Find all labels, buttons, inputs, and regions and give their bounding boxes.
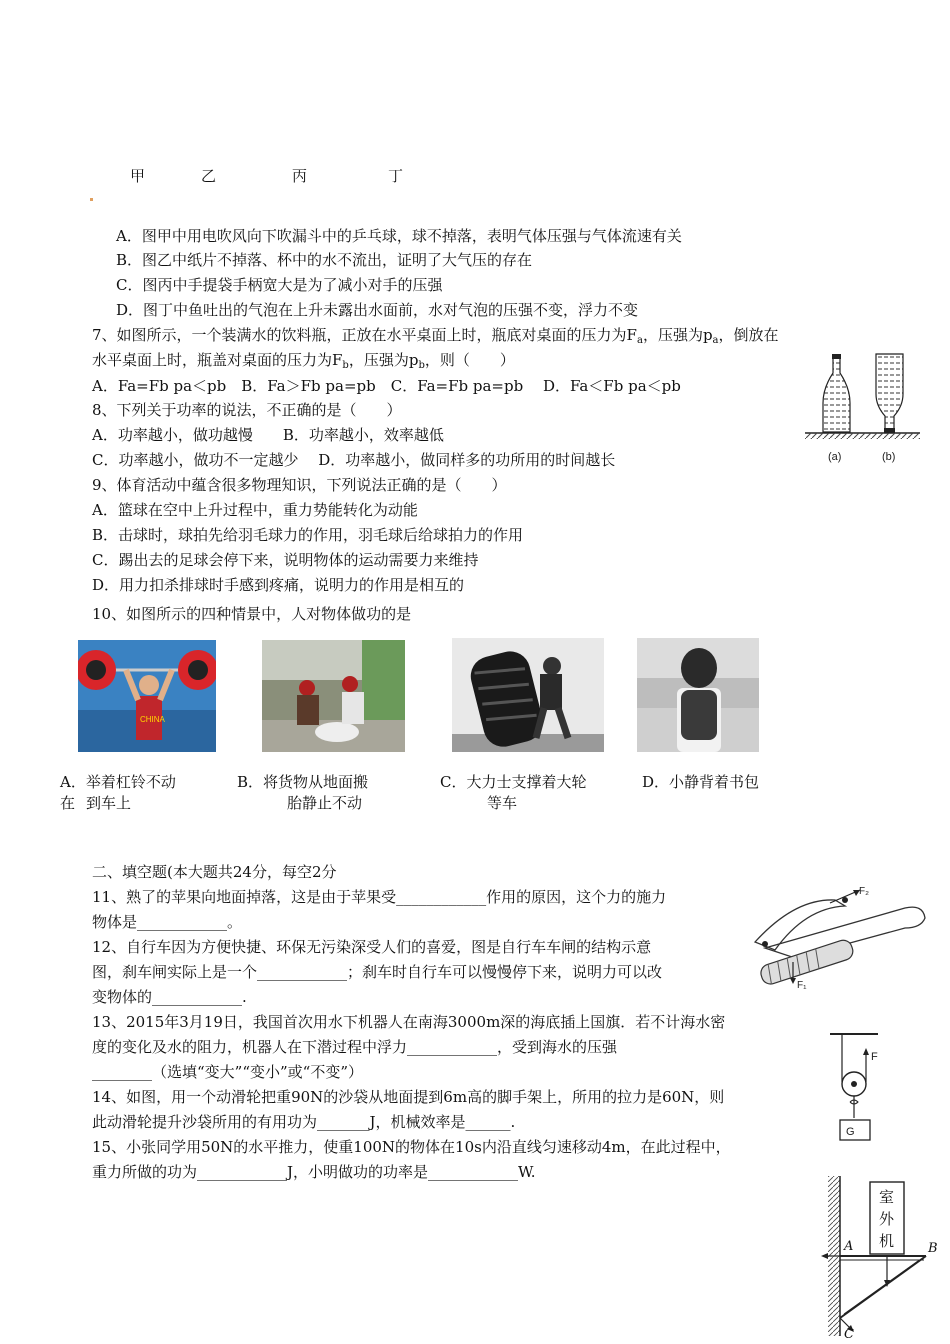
q6-option-a: A．图甲中用电吹风向下吹漏斗中的乒乓球，球不掉落，表明气体压强与气体流速有关 [116, 227, 682, 245]
q8-options-cd: C．功率越小，做功不一定越少 D．功率越小，做同样多的功所用的时间越长 [92, 451, 616, 469]
q11-line1: 11、熟了的苹果向地面掉落，这是由于苹果受____________作用的原因，这个力的施力 [92, 888, 667, 906]
bottle-b-inverted [876, 354, 903, 433]
caption-c-line2: 等车 [487, 794, 518, 812]
q7-options: A．Fa=Fb pa＜pb B．Fa＞Fb pa=pb C．Fa=Fb pa=pb D．Fa＜Fb pa＜pb [92, 377, 681, 395]
caption-b-line1: B．将货物从地面搬 [237, 773, 369, 791]
q6-option-c: C．图丙中手提袋手柄宽大是为了减小对手的压强 [116, 276, 443, 294]
figure-label-bing: 丙 [292, 167, 308, 185]
figure-label-yi: 乙 [201, 167, 217, 185]
q13-line3: ________（选填“变大”“变小”或“不变”） [92, 1063, 364, 1081]
caption-d-line1: D．小静背着书包 [642, 773, 760, 791]
caption-b-line2: 胎静止不动 [287, 794, 363, 812]
q14-line2: 此动滑轮提升沙袋所用的有用功为_______J，机械效率是______. [92, 1113, 516, 1131]
q9-option-d: D．用力扣杀排球时手感到疼痛，说明力的作用是相互的 [92, 576, 465, 594]
pulley-weight-label: G [846, 1126, 855, 1138]
point-c-label: C [844, 1327, 854, 1340]
photo-weightlifter [78, 640, 216, 752]
section2-title: 二、填空题(本大题共24分，每空2分 [92, 863, 337, 881]
pulley-force-label: F [871, 1051, 878, 1063]
bottle-a-upright [823, 354, 850, 432]
shirt-text: CHINA [140, 715, 165, 724]
q9-option-a: A．篮球在空中上升过程中，重力势能转化为动能 [92, 501, 418, 519]
figure-label-jia: 甲 [130, 167, 146, 185]
ac-unit-text-1: 室 [879, 1188, 895, 1206]
brake-lever-figure [735, 878, 935, 993]
photo-tire [452, 638, 604, 752]
point-b-label: B [928, 1241, 938, 1256]
q13-line2: 度的变化及水的阻力，机器人在下潜过程中浮力____________，受到海水的压强 [92, 1038, 618, 1056]
q6-option-d: D．图丁中鱼吐出的气泡在上升未露出水面前，水对气泡的压强不变，浮力不变 [116, 301, 639, 319]
force-f1-label: F₁ [797, 980, 807, 991]
q11-line2: 物体是____________。 [92, 913, 243, 931]
caption-a-line3: 到车上 [86, 794, 132, 812]
q7-stem-line1: 7、如图所示，一个装满水的饮料瓶，正放在水平桌面上时，瓶底对桌面的压力为$F_a$，压强为$p_a$，倒放在 [92, 326, 779, 346]
stray-mark [90, 198, 93, 201]
pulley-figure [828, 1030, 898, 1145]
q14-line1: 14、如图，用一个动滑轮把重90N的沙袋从地面提到6m高的脚手架上，所用的拉力是60N，则 [92, 1088, 725, 1106]
q10-stem: 10、如图所示的四种情景中，人对物体做功的是 [92, 605, 412, 623]
caption-c-line1: C．大力士支撑着大轮 [440, 773, 587, 791]
caption-a-line1: A．举着杠铃不动 [60, 773, 176, 791]
q9-option-c: C．踢出去的足球会停下来，说明物体的运动需要力来维持 [92, 551, 479, 569]
q12-line2: 图，刹车闸实际上是一个____________；刹车时自行车可以慢慢停下来，说明力可以改 [92, 963, 663, 981]
force-f2-label: F₂ [859, 886, 869, 897]
bottle-figure [800, 348, 925, 468]
bottle-b-label: (b) [882, 451, 896, 463]
q15-line2: 重力所做的功为____________J，小明做功的功率是____________W. [92, 1163, 536, 1181]
q9-stem: 9、体育活动中蕴含很多物理知识，下列说法正确的是（ ） [92, 476, 507, 494]
q15-line1: 15、小张同学用50N的水平推力，使重100N的物体在10s内沿直线匀速移动4m，在此过程中， [92, 1138, 731, 1156]
bottle-a-label: (a) [828, 451, 842, 463]
q9-option-b: B．击球时，球拍先给羽毛球力的作用，羽毛球后给球拍力的作用 [92, 526, 524, 544]
q8-stem: 8、下列关于功率的说法，不正确的是（ ） [92, 401, 402, 419]
ac-bracket-figure [818, 1172, 946, 1340]
photo-backpack [637, 638, 759, 752]
q12-line3: 变物体的____________. [92, 988, 247, 1006]
caption-a-line2: 在 [60, 794, 76, 812]
q13-line1: 13、2015年3月19日，我国首次用水下机器人在南海3000m深的海底插上国旗．若不计海水密 [92, 1013, 726, 1031]
ac-unit-text-2: 外 [879, 1210, 895, 1228]
ac-unit-text-3: 机 [879, 1232, 895, 1250]
q8-options-ab: A．功率越小，做功越慢 B．功率越小，效率越低 [92, 426, 444, 444]
q12-line1: 12、自行车因为方便快捷、环保无污染深受人们的喜爱，图是自行车车闸的结构示意 [92, 938, 652, 956]
q6-option-b: B．图乙中纸片不掉落、杯中的水不流出，证明了大气压的存在 [116, 251, 533, 269]
point-a-label: A [844, 1239, 854, 1254]
photo-lifting-goods [262, 640, 405, 752]
figure-label-ding: 丁 [388, 167, 404, 185]
q7-stem-line2: 水平桌面上时，瓶盖对桌面的压力为$F_b$，压强为$p_b$，则（ ） [92, 351, 515, 371]
